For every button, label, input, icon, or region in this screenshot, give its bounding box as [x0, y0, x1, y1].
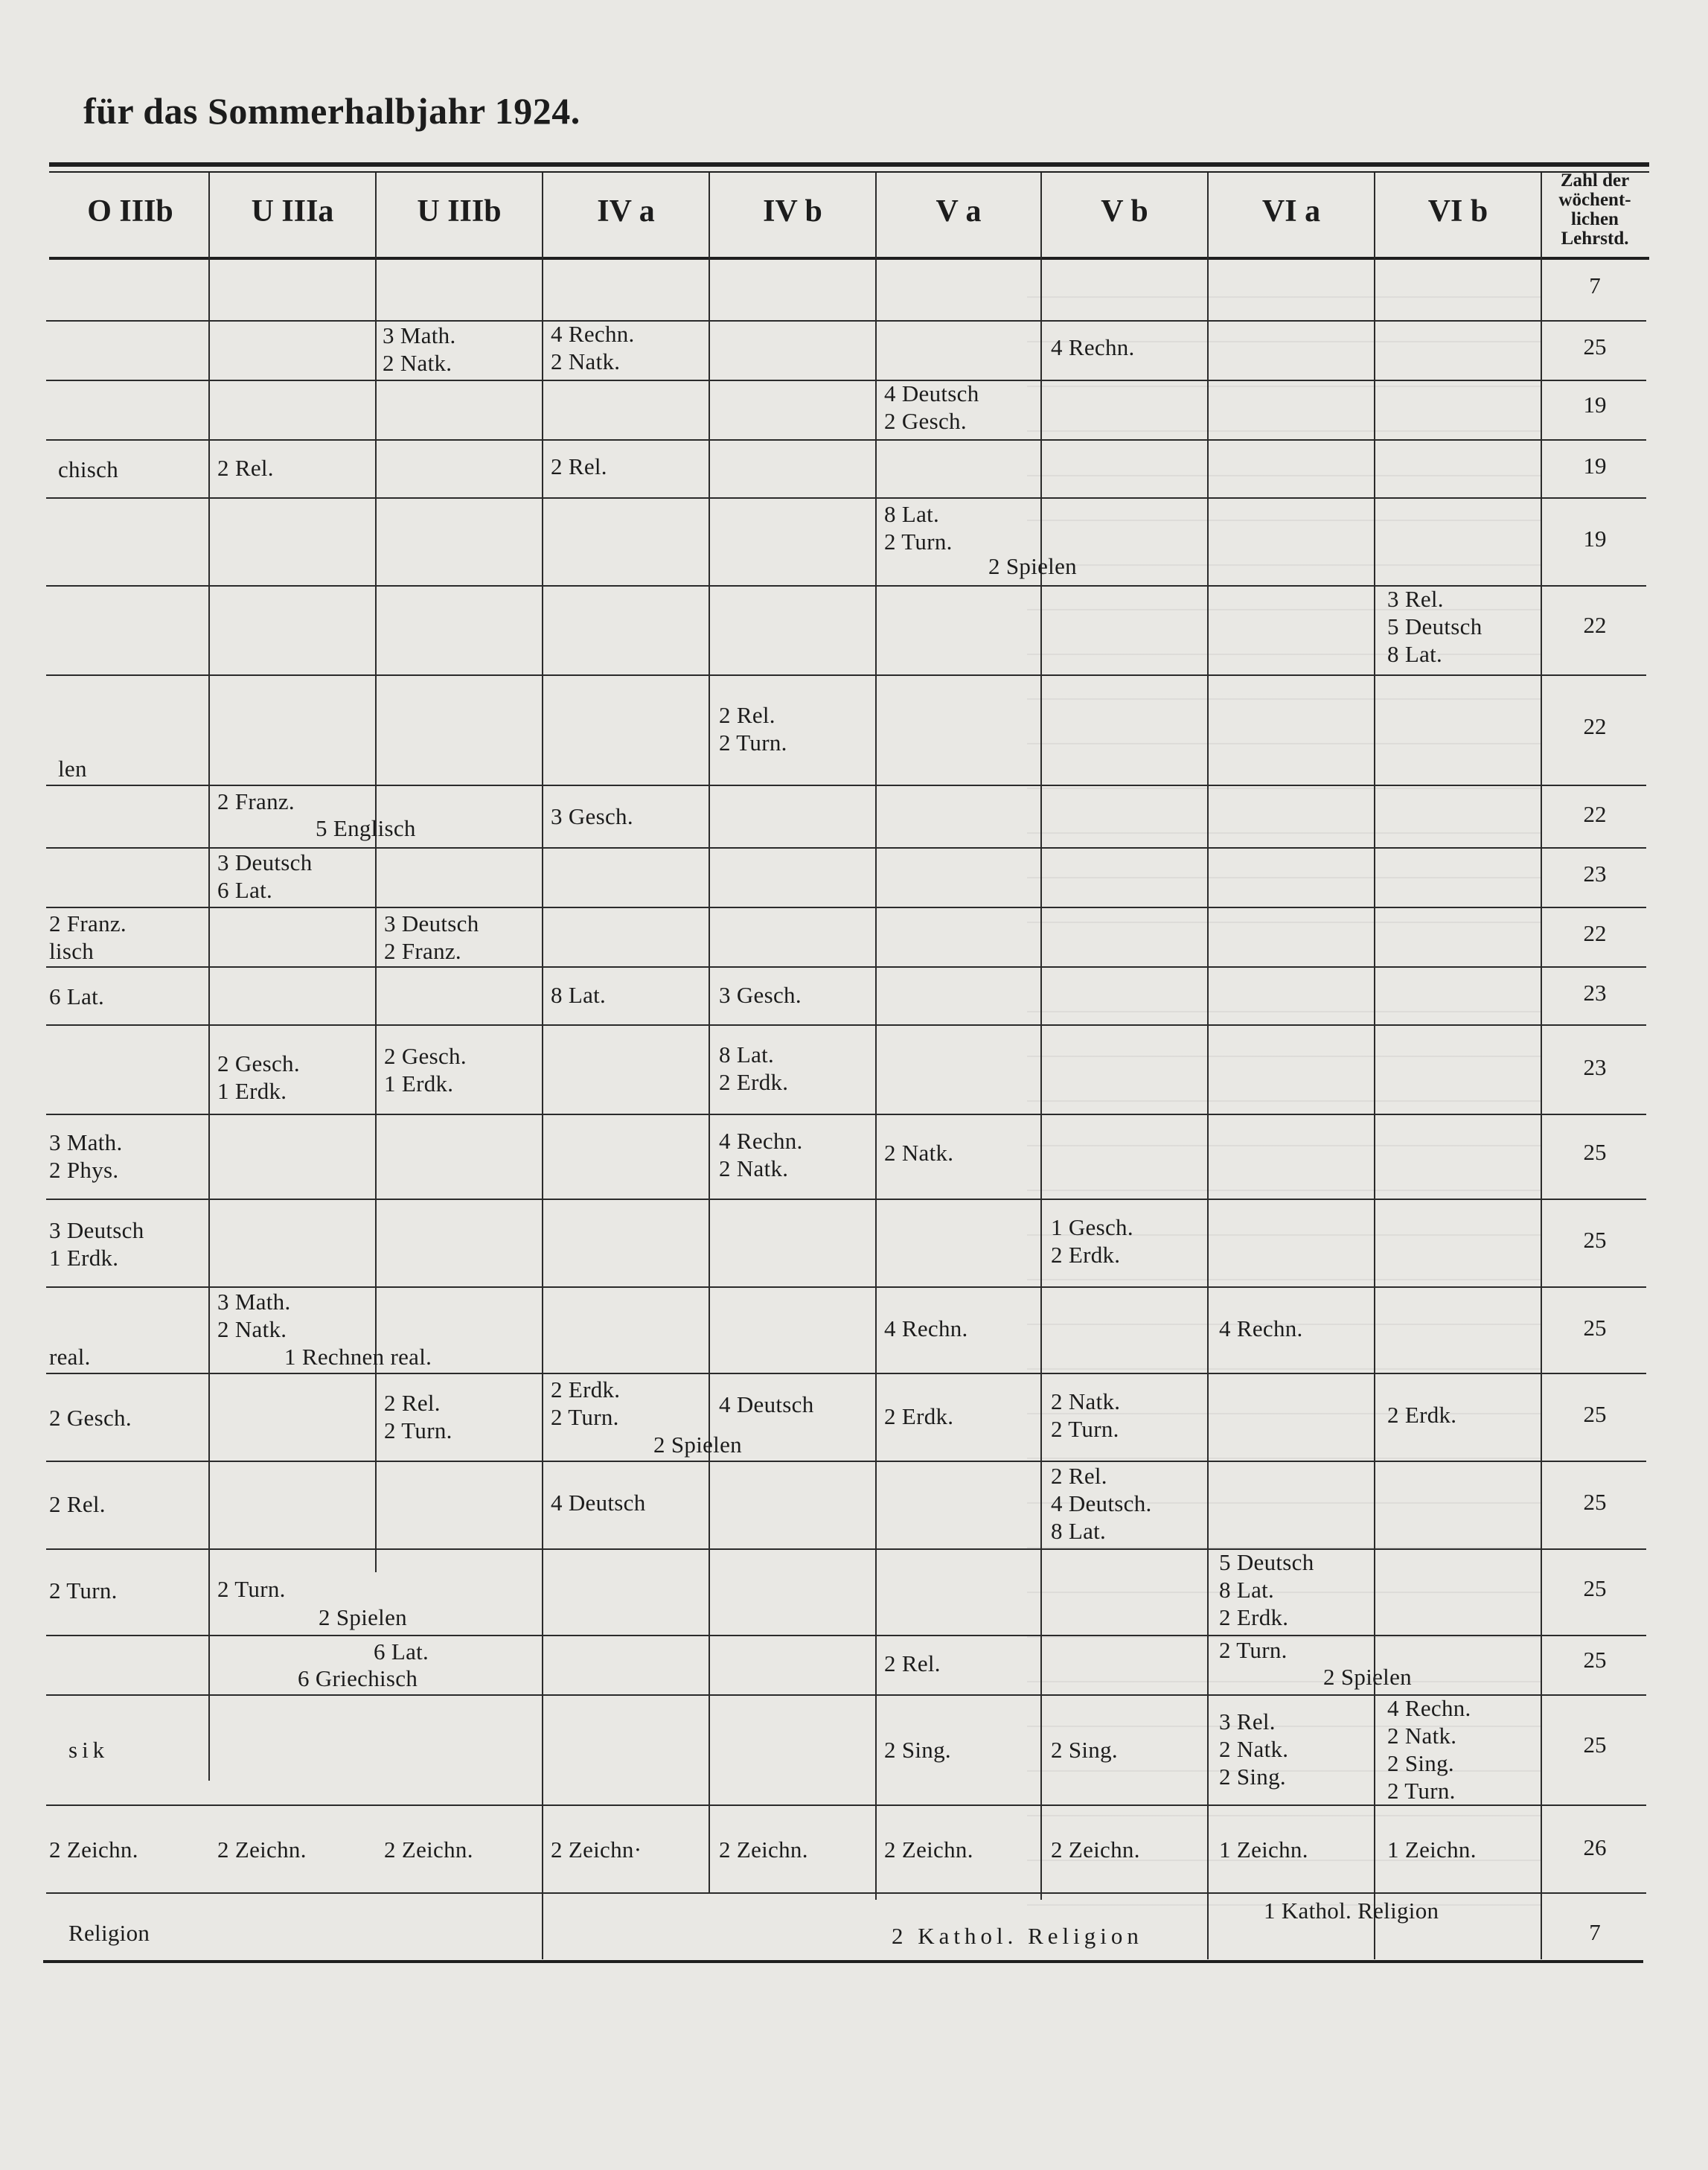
col-header-vb: V b — [1101, 194, 1148, 229]
cell-va: 4 Deutsch 2 Gesch. — [884, 380, 979, 434]
cell-uiiib: 2 Zeichn. — [384, 1836, 473, 1863]
row-sum: 25 — [1583, 1647, 1607, 1673]
cell-oiiib: 2 Rel. — [49, 1491, 106, 1517]
cell-uiiia: 2 Turn. — [217, 1576, 286, 1602]
cell-uiiia: 2 Zeichn. — [217, 1836, 307, 1863]
row-sum: 26 — [1583, 1834, 1607, 1860]
cell-via: 4 Rechn. — [1219, 1315, 1303, 1341]
cell-vib: 3 Rel. 5 Deutsch 8 Lat. — [1387, 586, 1482, 667]
cell-uiiia: 2 Gesch. 1 Erdk. — [217, 1050, 300, 1104]
cell-uiiia: 2 Franz. — [217, 788, 295, 814]
row-sum: 22 — [1583, 920, 1607, 946]
col-header-sum: Zahl der wöchent-lichen Lehrstd. — [1558, 170, 1631, 249]
row-line — [46, 1114, 1646, 1115]
cell-va: 2 Rel. — [884, 1650, 941, 1676]
cell-iva: 4 Deutsch — [551, 1490, 646, 1516]
cell-uiiib: 3 Deutsch 2 Franz. — [384, 910, 479, 964]
cell-ivb: 4 Deutsch — [719, 1391, 814, 1417]
span-rechnen-real: 1 Rechnen real. — [284, 1344, 432, 1370]
col-line-5 — [875, 173, 877, 1900]
cell-vb: 2 Natk. 2 Turn. — [1051, 1388, 1121, 1442]
row-sum: 25 — [1583, 334, 1607, 360]
cell-uiiia: 3 Deutsch 6 Lat. — [217, 849, 313, 903]
row-line — [46, 1024, 1646, 1026]
row-sum: 25 — [1583, 1227, 1607, 1253]
row-sum: 23 — [1583, 980, 1607, 1006]
row-sum: 22 — [1583, 612, 1607, 638]
row-line — [46, 1804, 1646, 1806]
row-line — [46, 439, 1646, 441]
col-line-7 — [1207, 173, 1209, 1959]
cell-vib: 4 Rechn. 2 Natk. 2 Sing. 2 Turn. — [1387, 1695, 1471, 1804]
cell-via: 1 Zeichn. — [1219, 1836, 1308, 1863]
row-line — [46, 1548, 1646, 1550]
col-line-3 — [542, 173, 543, 1959]
col-header-uiiib: U IIIb — [417, 194, 502, 229]
cell-via: 2 Turn. — [1219, 1637, 1288, 1663]
cell-iva: 2 Rel. — [551, 453, 607, 479]
cell-oiiib: 2 Zeichn. — [49, 1836, 138, 1863]
cell-va: 2 Sing. — [884, 1737, 951, 1763]
cell-iva: 2 Erdk. 2 Turn. — [551, 1376, 621, 1430]
cell-uiiia: 3 Math. 2 Natk. — [217, 1289, 291, 1342]
cell-uiiib: 3 Math. 2 Natk. — [383, 322, 456, 376]
col-line-6 — [1040, 173, 1042, 1900]
cell-iva: 8 Lat. — [551, 982, 607, 1008]
cell-ivb: 2 Zeichn. — [719, 1836, 808, 1863]
cell-va: 8 Lat. 2 Turn. — [884, 501, 953, 555]
cell-uiiib: 6 Lat. — [374, 1638, 429, 1665]
cell-ivb: 2 Rel. 2 Turn. — [719, 702, 787, 756]
cell-oiiib: len — [58, 756, 87, 782]
col-header-ivb: IV b — [763, 194, 822, 229]
cell-va: 2 Natk. — [884, 1140, 954, 1166]
cell-uiiia: 2 Rel. — [217, 455, 274, 481]
row-sum: 25 — [1583, 1315, 1607, 1341]
page-title: für das Sommerhalbjahr 1924. — [83, 90, 580, 132]
cell-via: 3 Rel. 2 Natk. 2 Sing. — [1219, 1708, 1289, 1790]
bottom-rule — [43, 1960, 1643, 1963]
row-sum: 25 — [1583, 1489, 1607, 1515]
row-line — [46, 1199, 1646, 1200]
row-line — [46, 380, 1646, 381]
cell-vib: 1 Zeichn. — [1387, 1836, 1477, 1863]
row-line — [46, 320, 1646, 322]
row-sum: 25 — [1583, 1575, 1607, 1601]
span-spielen: 2 Spielen — [988, 553, 1077, 579]
cell-oiiib: 3 Deutsch 1 Erdk. — [49, 1217, 144, 1271]
header-rule — [49, 257, 1649, 260]
row-sum: 22 — [1583, 801, 1607, 827]
cell-va: 2 Erdk. — [884, 1403, 954, 1429]
row-sum: 22 — [1583, 713, 1607, 739]
span-kathol-religion: 2 Kathol. Religion — [892, 1923, 1143, 1949]
row-sum: 25 — [1583, 1139, 1607, 1165]
cell-oiiib: Religion — [68, 1920, 150, 1946]
col-line-8 — [1374, 173, 1375, 1959]
cell-vb: 2 Zeichn. — [1051, 1836, 1140, 1863]
row-line — [46, 674, 1646, 676]
cell-va: 2 Zeichn. — [884, 1836, 973, 1863]
top-rule-thin — [49, 171, 1649, 173]
cell-via: 5 Deutsch 8 Lat. 2 Erdk. — [1219, 1549, 1314, 1630]
cell-ivb: 4 Rechn. 2 Natk. — [719, 1128, 803, 1181]
col-header-vib: VI b — [1427, 194, 1488, 229]
span-griechisch: 6 Griechisch — [298, 1665, 418, 1691]
cell-oiiib: chisch — [58, 456, 118, 482]
cell-vb: 1 Gesch. 2 Erdk. — [1051, 1214, 1133, 1268]
row-line — [46, 1892, 1646, 1894]
bleed-through-texture — [1027, 253, 1541, 1928]
cell-vb: 2 Rel. 4 Deutsch. 8 Lat. — [1051, 1463, 1152, 1544]
cell-oiiib: real. — [49, 1344, 91, 1370]
col-header-va: V a — [935, 194, 982, 229]
cell-oiiib: 2 Gesch. — [49, 1405, 132, 1431]
cell-vb: 4 Rechn. — [1051, 334, 1135, 360]
cell-iva: 2 Zeichn· — [551, 1836, 642, 1863]
col-header-via: VI a — [1261, 194, 1321, 229]
cell-ivb: 8 Lat. 2 Erdk. — [719, 1041, 789, 1095]
row-sum: 19 — [1583, 453, 1607, 479]
row-sum: 25 — [1583, 1401, 1607, 1427]
col-header-uiiia: U IIIa — [251, 194, 334, 229]
cell-oiiib: 3 Math. 2 Phys. — [49, 1129, 123, 1183]
row-sum: 23 — [1583, 861, 1607, 887]
span-spielen: 2 Spielen — [653, 1432, 742, 1458]
row-line — [46, 1373, 1646, 1374]
row-sum: 25 — [1583, 1732, 1607, 1758]
cell-vb: 2 Sing. — [1051, 1737, 1118, 1763]
row-line — [46, 785, 1646, 786]
cell-va: 4 Rechn. — [884, 1315, 968, 1341]
top-rule-thick — [49, 162, 1649, 167]
col-line-1 — [208, 173, 210, 1781]
span-kathol-religion-vi: 1 Kathol. Religion — [1264, 1898, 1439, 1924]
row-sum: 7 — [1589, 272, 1601, 299]
cell-oiiib: 6 Lat. — [49, 983, 105, 1009]
row-line — [46, 1635, 1646, 1636]
row-sum: 7 — [1589, 1919, 1601, 1945]
cell-vib: 2 Erdk. — [1387, 1402, 1457, 1428]
cell-oiiib: 2 Franz. lisch — [49, 910, 127, 964]
cell-oiiib: 2 Turn. — [49, 1577, 118, 1603]
span-englisch: 5 Englisch — [316, 815, 416, 841]
row-line — [46, 1461, 1646, 1462]
col-header-iva: IV a — [597, 194, 655, 229]
row-line — [46, 497, 1646, 499]
cell-uiiib: 2 Rel. 2 Turn. — [384, 1390, 452, 1443]
cell-oiiib: sik — [68, 1737, 109, 1763]
span-spielen: 2 Spielen — [319, 1604, 407, 1630]
span-spielen: 2 Spielen — [1323, 1664, 1412, 1690]
row-sum: 19 — [1583, 392, 1607, 418]
row-sum: 19 — [1583, 526, 1607, 552]
row-sum: 23 — [1583, 1054, 1607, 1080]
row-line — [46, 966, 1646, 968]
cell-uiiib: 2 Gesch. 1 Erdk. — [384, 1043, 467, 1097]
col-header-oiiib: O IIIb — [87, 194, 173, 229]
cell-iva: 4 Rechn. 2 Natk. — [551, 321, 635, 374]
row-line — [46, 907, 1646, 908]
cell-ivb: 3 Gesch. — [719, 982, 802, 1008]
cell-iva: 3 Gesch. — [551, 803, 633, 829]
